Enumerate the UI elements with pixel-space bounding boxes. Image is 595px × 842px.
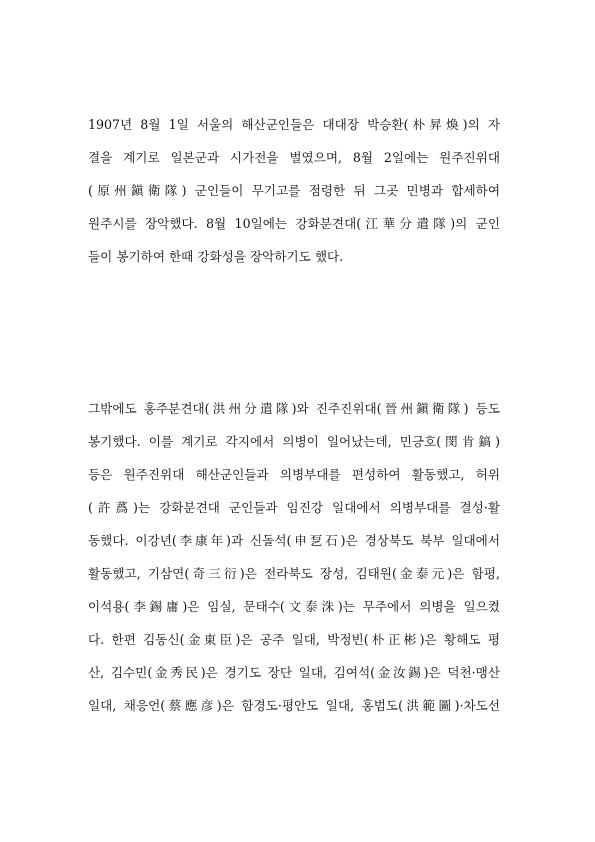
text-line: (原州鎭衛隊) 군인들이 무기고를 점령한 뒤 그곳 민병과 합세하여 <box>88 183 500 198</box>
text-line: 동했다. 이강년(李康年)과 신돌석(申乭石)은 경상북도 북부 일대에서 <box>88 533 500 548</box>
text-line: (許蔿)는 강화분견대 군인들과 임진강 일대에서 의병부대를 결성·활 <box>88 500 500 515</box>
text-line: 산, 김수민(金秀民)은 경기도 장단 일대, 김여석(金汝錫)은 덕천·맹산 <box>88 665 500 680</box>
text-line: 등은 원주진위대 해산군인들과 의병부대를 편성하여 활동했고, 허위 <box>88 467 500 482</box>
paragraph-1 <box>88 108 500 273</box>
text-line: 봉기했다. 이를 계기로 각지에서 의병이 일어났는데, 민긍호(閔肯鎬) <box>88 434 500 449</box>
text-line: 원주시를 장악했다. 8월 10일에는 강화분견대(江華分遣隊)의 군인 <box>88 216 500 231</box>
text-line: 일대, 채응언(蔡應彦)은 함경도·평안도 일대, 홍범도(洪範圖)·차도선 <box>88 698 500 713</box>
paragraph-2 <box>88 392 500 722</box>
text-line: 이석용(李錫庸)은 임실, 문태수(文泰洙)는 무주에서 의병을 일으켰 <box>88 599 500 614</box>
text-line: 결을 계기로 일본군과 시가전을 벌였으며, 8월 2일에는 원주진위대 <box>88 150 500 165</box>
text-line: 들이 봉기하여 한때 강화성을 장악하기도 했다. <box>88 249 344 264</box>
text-line: 1907년 8월 1일 서울의 해산군인들은 대대장 박승환(朴昇煥)의 자 <box>88 117 500 132</box>
text-line: 그밖에도 홍주분견대(洪州分遣隊)와 진주진위대(晉州鎭衛隊) 등도 <box>88 401 500 416</box>
text-line: 활동했고, 기삼연(奇三衍)은 전라북도 장성, 김태원(金泰元)은 함평, <box>88 566 500 581</box>
text-line: 다. 한편 김동신(金東臣)은 공주 일대, 박정빈(朴正彬)은 황해도 평 <box>88 632 500 647</box>
